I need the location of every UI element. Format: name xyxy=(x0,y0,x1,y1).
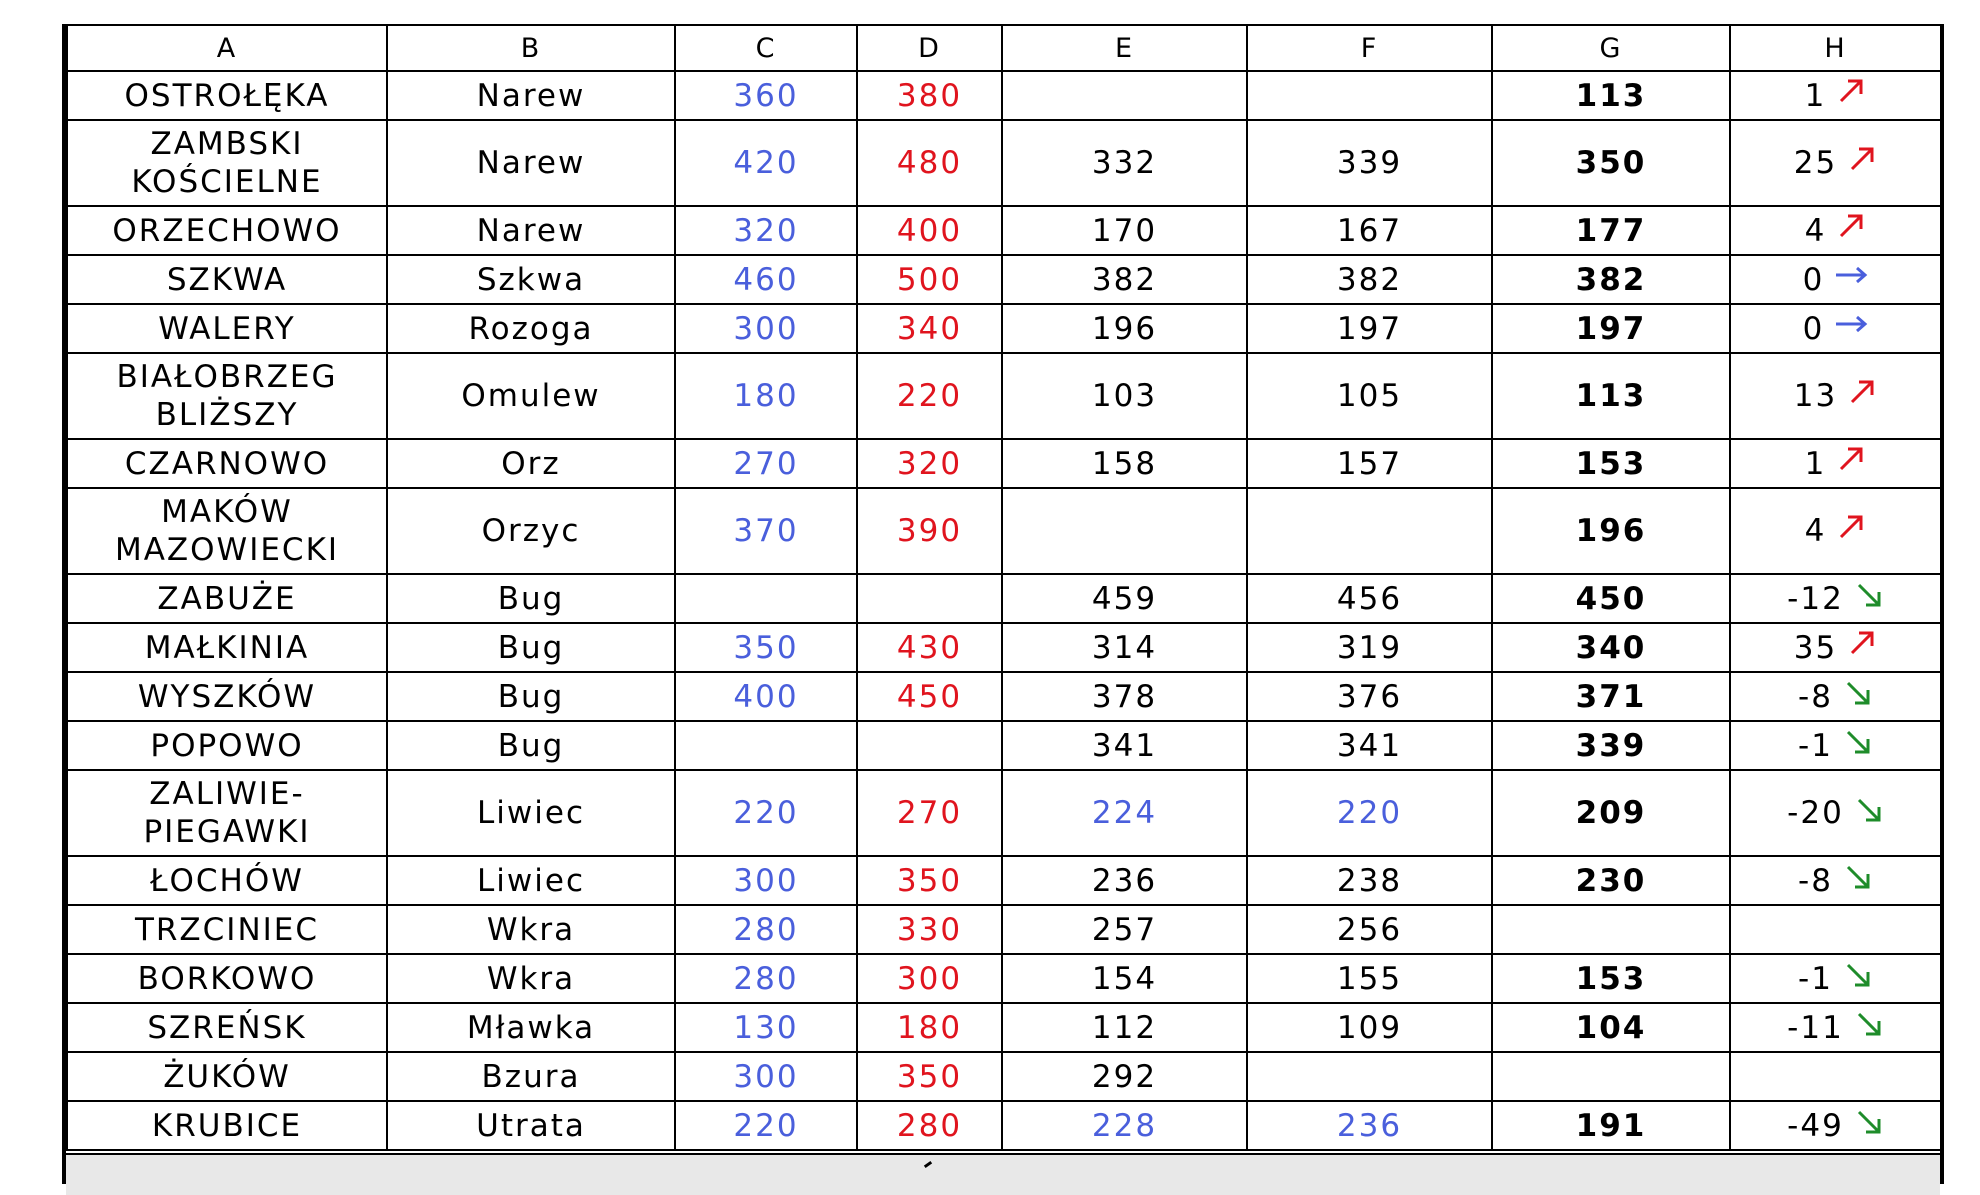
change-cell[interactable] xyxy=(1730,672,1941,721)
station-cell[interactable]: TRZCINIEC xyxy=(67,905,387,954)
warning-level-cell[interactable] xyxy=(675,574,857,623)
change-cell[interactable] xyxy=(1730,1101,1941,1150)
column-header-c[interactable]: C xyxy=(675,25,857,71)
warning-level-cell[interactable] xyxy=(675,721,857,770)
trend-down-icon xyxy=(1843,726,1873,765)
change-cell[interactable] xyxy=(1730,206,1941,255)
warning-level-cell[interactable]: 320 xyxy=(675,206,857,255)
warning-level-cell[interactable]: 130 xyxy=(675,1003,857,1052)
change-value: -1 xyxy=(1798,960,1833,997)
level-f-cell[interactable]: 339 xyxy=(1247,120,1492,206)
table-row xyxy=(67,488,1941,574)
column-header-b[interactable]: B xyxy=(387,25,675,71)
alarm-level-cell[interactable]: 330 xyxy=(857,905,1002,954)
column-header-a[interactable]: A xyxy=(67,25,387,71)
warning-level-cell[interactable]: 300 xyxy=(675,1052,857,1101)
table-row xyxy=(67,770,1941,856)
level-f-cell[interactable]: 319 xyxy=(1247,623,1492,672)
current-level-cell[interactable]: 450 xyxy=(1492,574,1730,623)
river-cell[interactable]: Orz xyxy=(387,439,675,488)
level-e-cell[interactable]: 236 xyxy=(1002,856,1247,905)
change-cell[interactable] xyxy=(1730,574,1941,623)
alarm-level-cell[interactable]: 320 xyxy=(857,439,1002,488)
trend-down-icon xyxy=(1854,579,1884,618)
level-f-cell[interactable] xyxy=(1247,71,1492,120)
river-cell[interactable]: Bug xyxy=(387,623,675,672)
station-cell[interactable]: ŁOCHÓW xyxy=(67,856,387,905)
river-cell[interactable]: Bug xyxy=(387,721,675,770)
station-cell[interactable]: POPOWO xyxy=(67,721,387,770)
trend-up-icon xyxy=(1836,444,1866,483)
table-row xyxy=(67,1101,1941,1150)
warning-level-cell[interactable]: 300 xyxy=(675,304,857,353)
table-row xyxy=(67,574,1941,623)
current-level-cell[interactable]: 104 xyxy=(1492,1003,1730,1052)
warning-level-cell[interactable]: 180 xyxy=(675,353,857,439)
trend-up-icon xyxy=(1836,512,1866,551)
level-e-cell[interactable]: 459 xyxy=(1002,574,1247,623)
level-e-cell[interactable]: 332 xyxy=(1002,120,1247,206)
trend-down-icon xyxy=(1843,677,1873,716)
station-cell[interactable]: ORZECHOWO xyxy=(67,206,387,255)
table-row xyxy=(67,353,1941,439)
alarm-level-cell[interactable]: 180 xyxy=(857,1003,1002,1052)
table-body xyxy=(67,71,1941,1150)
level-e-cell[interactable]: 292 xyxy=(1002,1052,1247,1101)
level-f-cell[interactable]: 157 xyxy=(1247,439,1492,488)
station-cell[interactable]: OSTROŁĘKA xyxy=(67,71,387,120)
change-value: 0 xyxy=(1802,261,1825,298)
change-value: 35 xyxy=(1793,629,1838,666)
alarm-level-cell[interactable]: 350 xyxy=(857,1052,1002,1101)
warning-level-cell[interactable]: 350 xyxy=(675,623,857,672)
level-e-cell[interactable]: 170 xyxy=(1002,206,1247,255)
change-cell[interactable] xyxy=(1730,623,1941,672)
level-f-cell[interactable]: 155 xyxy=(1247,954,1492,1003)
warning-level-cell[interactable]: 270 xyxy=(675,439,857,488)
table-row xyxy=(67,439,1941,488)
trend-down-icon xyxy=(1843,959,1873,998)
change-value: 4 xyxy=(1804,513,1827,549)
level-f-cell[interactable]: 167 xyxy=(1247,206,1492,255)
change-value: -11 xyxy=(1787,1009,1844,1046)
river-cell[interactable]: Bzura xyxy=(387,1052,675,1101)
change-cell[interactable] xyxy=(1730,770,1941,856)
level-e-cell[interactable]: 224 xyxy=(1002,770,1247,856)
trend-flat-icon xyxy=(1834,260,1868,299)
station-cell[interactable]: WALERY xyxy=(67,304,387,353)
river-cell[interactable]: Bug xyxy=(387,574,675,623)
trend-down-icon xyxy=(1854,794,1884,833)
warning-level-cell[interactable]: 360 xyxy=(675,71,857,120)
river-cell[interactable]: Wkra xyxy=(387,954,675,1003)
warning-level-cell[interactable]: 420 xyxy=(675,120,857,206)
level-f-cell[interactable]: 238 xyxy=(1247,856,1492,905)
current-level-cell[interactable] xyxy=(1492,905,1730,954)
level-e-cell[interactable]: 382 xyxy=(1002,255,1247,304)
alarm-level-cell[interactable] xyxy=(857,574,1002,623)
table-row xyxy=(67,1003,1941,1052)
alarm-level-cell[interactable] xyxy=(857,721,1002,770)
table-row xyxy=(67,905,1941,954)
level-f-cell[interactable] xyxy=(1247,488,1492,574)
column-header-e[interactable]: E xyxy=(1002,25,1247,71)
trend-up-icon xyxy=(1836,76,1866,115)
current-level-cell[interactable]: 191 xyxy=(1492,1101,1730,1150)
level-f-cell[interactable]: 220 xyxy=(1247,770,1492,856)
table-row xyxy=(67,255,1941,304)
current-level-cell[interactable]: 153 xyxy=(1492,954,1730,1003)
trend-up-icon xyxy=(1847,144,1877,183)
level-e-cell[interactable]: 154 xyxy=(1002,954,1247,1003)
level-f-cell[interactable]: 376 xyxy=(1247,672,1492,721)
table-row xyxy=(67,206,1941,255)
table-row xyxy=(67,623,1941,672)
river-cell[interactable]: Liwiec xyxy=(387,856,675,905)
change-cell[interactable] xyxy=(1730,353,1941,439)
warning-level-cell[interactable]: 400 xyxy=(675,672,857,721)
change-value: 25 xyxy=(1793,145,1838,181)
change-cell[interactable] xyxy=(1730,71,1941,120)
station-cell[interactable]: BIAŁOBRZEG BLIŻSZY xyxy=(67,353,387,439)
change-value: 1 xyxy=(1804,445,1827,482)
river-cell[interactable]: Wkra xyxy=(387,905,675,954)
river-cell[interactable]: Omulew xyxy=(387,353,675,439)
trend-down-icon xyxy=(1854,1008,1884,1047)
trend-up-icon xyxy=(1836,211,1866,250)
warning-level-cell[interactable]: 300 xyxy=(675,856,857,905)
table-row xyxy=(67,304,1941,353)
level-e-cell[interactable]: 314 xyxy=(1002,623,1247,672)
table-row xyxy=(67,1052,1941,1101)
change-value: -1 xyxy=(1798,727,1833,764)
table-row xyxy=(67,954,1941,1003)
river-cell[interactable]: Narew xyxy=(387,206,675,255)
level-f-cell[interactable] xyxy=(1247,1052,1492,1101)
current-level-cell[interactable]: 209 xyxy=(1492,770,1730,856)
station-cell[interactable]: SZREŃSK xyxy=(67,1003,387,1052)
river-cell[interactable]: Mławka xyxy=(387,1003,675,1052)
change-value: 13 xyxy=(1793,378,1838,414)
level-e-cell[interactable]: 196 xyxy=(1002,304,1247,353)
river-cell[interactable]: Utrata xyxy=(387,1101,675,1150)
station-cell[interactable]: MAŁKINIA xyxy=(67,623,387,672)
level-f-cell[interactable]: 341 xyxy=(1247,721,1492,770)
level-f-cell[interactable]: 197 xyxy=(1247,304,1492,353)
alarm-level-cell[interactable]: 350 xyxy=(857,856,1002,905)
alarm-level-cell[interactable]: 390 xyxy=(857,488,1002,574)
change-cell[interactable] xyxy=(1730,1003,1941,1052)
river-cell[interactable]: Narew xyxy=(387,71,675,120)
change-value: -8 xyxy=(1798,862,1833,899)
change-value: -12 xyxy=(1787,580,1844,617)
alarm-level-cell[interactable]: 280 xyxy=(857,1101,1002,1150)
current-level-cell[interactable]: 382 xyxy=(1492,255,1730,304)
river-cell[interactable]: Orzyc xyxy=(387,488,675,574)
current-level-cell[interactable]: 197 xyxy=(1492,304,1730,353)
column-header-f[interactable]: F xyxy=(1247,25,1492,71)
column-header-g[interactable]: G xyxy=(1492,25,1730,71)
station-cell[interactable]: SZKWA xyxy=(67,255,387,304)
level-e-cell[interactable]: 378 xyxy=(1002,672,1247,721)
level-e-cell[interactable]: 257 xyxy=(1002,905,1247,954)
trend-down-icon xyxy=(1854,1106,1884,1145)
change-cell[interactable] xyxy=(1730,304,1941,353)
station-cell[interactable]: MAKÓW MAZOWIECKI xyxy=(67,488,387,574)
warning-level-cell[interactable]: 220 xyxy=(675,770,857,856)
current-level-cell[interactable]: 350 xyxy=(1492,120,1730,206)
spreadsheet xyxy=(62,24,1944,1184)
alarm-level-cell[interactable]: 400 xyxy=(857,206,1002,255)
current-level-cell[interactable]: 340 xyxy=(1492,623,1730,672)
river-cell[interactable]: Szkwa xyxy=(387,255,675,304)
change-value: 0 xyxy=(1802,310,1825,347)
table-row xyxy=(67,721,1941,770)
warning-level-cell[interactable]: 220 xyxy=(675,1101,857,1150)
station-cell[interactable]: KRUBICE xyxy=(67,1101,387,1150)
alarm-level-cell[interactable]: 380 xyxy=(857,71,1002,120)
change-value: 1 xyxy=(1804,77,1827,114)
table-row xyxy=(67,71,1941,120)
table-row xyxy=(67,856,1941,905)
footer-mark xyxy=(924,1161,932,1168)
alarm-level-cell[interactable]: 430 xyxy=(857,623,1002,672)
warning-level-cell[interactable]: 280 xyxy=(675,954,857,1003)
station-cell[interactable]: CZARNOWO xyxy=(67,439,387,488)
change-cell[interactable] xyxy=(1730,856,1941,905)
current-level-cell[interactable]: 153 xyxy=(1492,439,1730,488)
level-e-cell[interactable] xyxy=(1002,488,1247,574)
change-cell[interactable] xyxy=(1730,905,1941,954)
change-cell[interactable] xyxy=(1730,488,1941,574)
level-f-cell[interactable]: 109 xyxy=(1247,1003,1492,1052)
change-cell[interactable] xyxy=(1730,1052,1941,1101)
current-level-cell[interactable]: 339 xyxy=(1492,721,1730,770)
change-value: -49 xyxy=(1787,1107,1844,1144)
table-row xyxy=(67,672,1941,721)
warning-level-cell[interactable]: 460 xyxy=(675,255,857,304)
table-row xyxy=(67,120,1941,206)
station-cell[interactable]: ZABUŻE xyxy=(67,574,387,623)
change-cell[interactable] xyxy=(1730,954,1941,1003)
level-f-cell[interactable]: 456 xyxy=(1247,574,1492,623)
trend-flat-icon xyxy=(1834,309,1868,348)
change-cell[interactable] xyxy=(1730,721,1941,770)
level-f-cell[interactable]: 236 xyxy=(1247,1101,1492,1150)
level-e-cell[interactable] xyxy=(1002,71,1247,120)
station-cell[interactable]: ŻUKÓW xyxy=(67,1052,387,1101)
alarm-level-cell[interactable]: 450 xyxy=(857,672,1002,721)
warning-level-cell[interactable]: 370 xyxy=(675,488,857,574)
column-header-d[interactable]: D xyxy=(857,25,1002,71)
column-header-row xyxy=(67,25,1941,71)
alarm-level-cell[interactable]: 340 xyxy=(857,304,1002,353)
trend-down-icon xyxy=(1843,861,1873,900)
current-level-cell[interactable]: 230 xyxy=(1492,856,1730,905)
level-f-cell[interactable]: 382 xyxy=(1247,255,1492,304)
change-value: 4 xyxy=(1804,212,1827,249)
change-value: -8 xyxy=(1798,678,1833,715)
river-cell[interactable]: Narew xyxy=(387,120,675,206)
current-level-cell[interactable]: 113 xyxy=(1492,353,1730,439)
level-f-cell[interactable]: 105 xyxy=(1247,353,1492,439)
alarm-level-cell[interactable]: 220 xyxy=(857,353,1002,439)
station-cell[interactable]: ZAMBSKI KOŚCIELNE xyxy=(67,120,387,206)
river-cell[interactable]: Liwiec xyxy=(387,770,675,856)
change-cell[interactable] xyxy=(1730,255,1941,304)
station-cell[interactable]: BORKOWO xyxy=(67,954,387,1003)
trend-up-icon xyxy=(1847,628,1877,667)
current-level-cell[interactable]: 113 xyxy=(1492,71,1730,120)
level-e-cell[interactable]: 158 xyxy=(1002,439,1247,488)
trend-up-icon xyxy=(1847,377,1877,416)
warning-level-cell[interactable]: 280 xyxy=(675,905,857,954)
station-cell[interactable]: ZALIWIE-PIEGAWKI xyxy=(67,770,387,856)
level-e-cell[interactable]: 228 xyxy=(1002,1101,1247,1150)
level-e-cell[interactable]: 112 xyxy=(1002,1003,1247,1052)
station-cell[interactable]: WYSZKÓW xyxy=(67,672,387,721)
column-header-h[interactable]: H xyxy=(1730,25,1941,71)
current-level-cell[interactable]: 177 xyxy=(1492,206,1730,255)
footer-bar xyxy=(66,1153,1940,1195)
alarm-level-cell[interactable]: 500 xyxy=(857,255,1002,304)
level-e-cell[interactable]: 341 xyxy=(1002,721,1247,770)
river-cell[interactable]: Bug xyxy=(387,672,675,721)
current-level-cell[interactable]: 371 xyxy=(1492,672,1730,721)
current-level-cell[interactable] xyxy=(1492,1052,1730,1101)
river-cell[interactable]: Rozoga xyxy=(387,304,675,353)
alarm-level-cell[interactable]: 300 xyxy=(857,954,1002,1003)
water-level-table xyxy=(66,24,1942,1151)
alarm-level-cell[interactable]: 270 xyxy=(857,770,1002,856)
current-level-cell[interactable]: 196 xyxy=(1492,488,1730,574)
level-f-cell[interactable]: 256 xyxy=(1247,905,1492,954)
level-e-cell[interactable]: 103 xyxy=(1002,353,1247,439)
alarm-level-cell[interactable]: 480 xyxy=(857,120,1002,206)
change-cell[interactable] xyxy=(1730,439,1941,488)
change-value: -20 xyxy=(1787,795,1844,831)
change-cell[interactable] xyxy=(1730,120,1941,206)
